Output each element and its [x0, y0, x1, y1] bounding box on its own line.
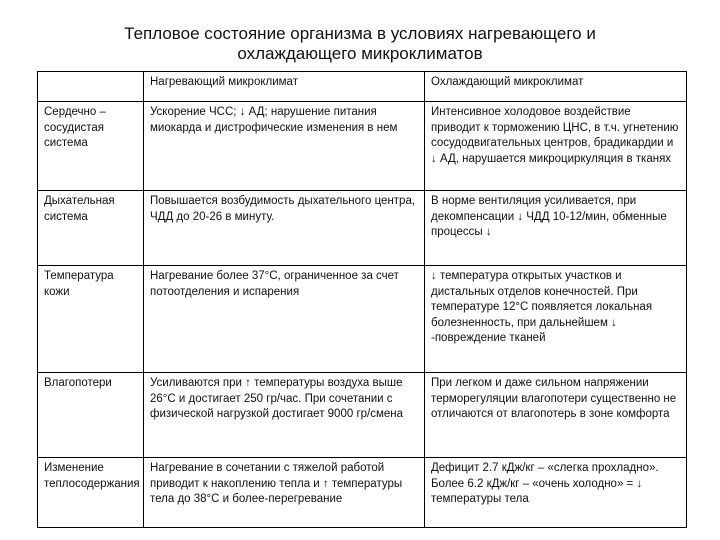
row-system-cell: Влагопотери	[38, 373, 144, 458]
row-heating-cell: Повышается возбудимость дыхательного центра, ЧДД до 20-26 в минуту.	[144, 191, 425, 266]
title-line-2: охлаждающего микроклиматов	[237, 44, 483, 63]
table-row	[38, 191, 687, 266]
row-cooling-cell: Интенсивное холодовое воздействие приводит к торможению ЦНС, в т.ч. угнетению сосудодвигательных центров, брадикардии и ↓ АД, нарушается микроциркуляция в тканях	[425, 102, 687, 191]
row-system-cell: Дыхательная система	[38, 191, 144, 266]
row-cooling-cell: Дефицит 2.7 кДж/кг – «слегка прохладно». Более 6.2 кДж/кг – «очень холодно» = ↓ температуры тела	[425, 458, 687, 528]
row-heating-cell: Ускорение ЧСС; ↓ АД; нарушение питания миокарда и дистрофические изменения в нем	[144, 102, 425, 191]
table-row	[38, 458, 687, 528]
table-row	[38, 266, 687, 373]
row-system-cell: Температура кожи	[38, 266, 144, 373]
table-row	[38, 102, 687, 191]
comparison-table	[37, 71, 687, 528]
header-cooling: Охлаждающий микроклимат	[425, 72, 687, 102]
table-row	[38, 373, 687, 458]
row-cooling-cell: В норме вентиляция усиливается, при декомпенсации ↓ ЧДД 10-12/мин, обменные процессы ↓	[425, 191, 687, 266]
header-heating: Нагревающий микроклимат	[144, 72, 425, 102]
row-cooling-cell: ↓ температура открытых участков и дистальных отделов конечностей. При температуре 12°С появляется локальная болезненность, при дальнейшем ↓ -повреждение тканей	[425, 266, 687, 373]
table-header-row	[38, 72, 687, 102]
row-heating-cell: Нагревание в сочетании с тяжелой работой приводит к накоплению тепла и ↑ температуры тела до 38°С и более-перегревание	[144, 458, 425, 528]
row-heating-cell: Усиливаются при ↑ температуры воздуха выше 26°С и достигает 250 гр/час. При сочетании с физической нагрузкой достигает 9000 гр/смена	[144, 373, 425, 458]
row-cooling-cell: При легком и даже сильном напряжении терморегуляции влагопотери существенно не отличаются от влагопотерь в зоне комфорта	[425, 373, 687, 458]
row-system-cell: Изменение теплосодержания	[38, 458, 144, 528]
row-heating-cell: Нагревание более 37°С, ограниченное за счет потоотделения и испарения	[144, 266, 425, 373]
page-title	[40, 24, 680, 64]
header-cell-empty	[38, 72, 144, 102]
title-line-1: Тепловое состояние организма в условиях нагревающего и	[124, 24, 596, 43]
row-system-cell: Сердечно – сосудистая система	[38, 102, 144, 191]
